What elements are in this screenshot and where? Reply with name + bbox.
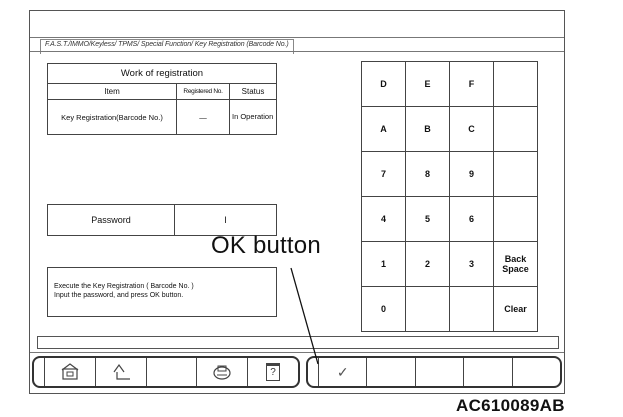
divider <box>30 352 564 353</box>
help-button[interactable] <box>248 358 298 386</box>
password-field[interactable]: I <box>175 205 277 236</box>
cell-status: In Operation <box>230 100 277 135</box>
key-c[interactable]: C <box>450 107 494 152</box>
header-registered-no: Registered No. <box>177 84 230 100</box>
key-blank <box>494 197 538 242</box>
help-icon: ? <box>266 363 280 381</box>
key-2[interactable]: 2 <box>406 242 450 287</box>
key-1[interactable]: 1 <box>362 242 406 287</box>
toolbar-button-blank[interactable] <box>464 358 512 386</box>
diagnostic-screen <box>29 10 565 394</box>
right-toolbar <box>306 356 562 388</box>
print-button[interactable] <box>197 358 248 386</box>
header-status: Status <box>230 84 277 100</box>
key-blank <box>494 152 538 197</box>
password-label: Password <box>48 205 175 236</box>
key-blank <box>494 62 538 107</box>
toolbar-button-blank[interactable] <box>367 358 415 386</box>
breadcrumb[interactable]: F.A.S.T./IMMO/Keyless/ TPMS/ Special Function/ Key Registration (Barcode No.) <box>40 39 294 54</box>
key-a[interactable]: A <box>362 107 406 152</box>
message-line-1: Execute the Key Registration ( Barcode No. ) <box>54 283 194 290</box>
toolbar-button-blank[interactable] <box>147 358 198 386</box>
up-arrow-icon <box>110 363 132 381</box>
toolbar-spacer <box>34 358 45 386</box>
key-blank <box>406 287 450 332</box>
title-bar <box>30 11 564 38</box>
check-icon: ✓ <box>336 363 349 380</box>
keypad <box>361 61 538 332</box>
key-d[interactable]: D <box>362 62 406 107</box>
left-toolbar <box>32 356 300 388</box>
backspace-key[interactable]: Back Space <box>494 242 538 287</box>
header-item: Item <box>48 84 177 100</box>
table-row <box>48 100 277 135</box>
message-line-2: Input the password, and press OK button. <box>54 292 184 299</box>
key-blank <box>494 107 538 152</box>
key-3[interactable]: 3 <box>450 242 494 287</box>
cell-registered-no: — <box>177 100 230 135</box>
key-9[interactable]: 9 <box>450 152 494 197</box>
divider <box>30 51 564 52</box>
toolbar-button-blank[interactable] <box>513 358 560 386</box>
key-b[interactable]: B <box>406 107 450 152</box>
toolbar-spacer <box>308 358 319 386</box>
home-button[interactable] <box>45 358 96 386</box>
cell-item: Key Registration(Barcode No.) <box>48 100 177 135</box>
work-table-title: Work of registration <box>48 64 277 84</box>
home-icon <box>61 363 79 381</box>
key-0[interactable]: 0 <box>362 287 406 332</box>
key-8[interactable]: 8 <box>406 152 450 197</box>
ok-button-callout: OK button <box>211 232 321 259</box>
key-6[interactable]: 6 <box>450 197 494 242</box>
back-button[interactable] <box>96 358 147 386</box>
ok-button[interactable] <box>319 358 367 386</box>
key-f[interactable]: F <box>450 62 494 107</box>
key-4[interactable]: 4 <box>362 197 406 242</box>
key-e[interactable]: E <box>406 62 450 107</box>
message-box <box>47 267 277 317</box>
status-bar <box>37 336 559 349</box>
key-7[interactable]: 7 <box>362 152 406 197</box>
toolbar-button-blank[interactable] <box>416 358 464 386</box>
print-icon <box>212 363 232 381</box>
figure-id: AC610089AB <box>456 396 565 415</box>
key-5[interactable]: 5 <box>406 197 450 242</box>
work-table <box>47 63 277 135</box>
clear-key[interactable]: Clear <box>494 287 538 332</box>
key-blank <box>450 287 494 332</box>
